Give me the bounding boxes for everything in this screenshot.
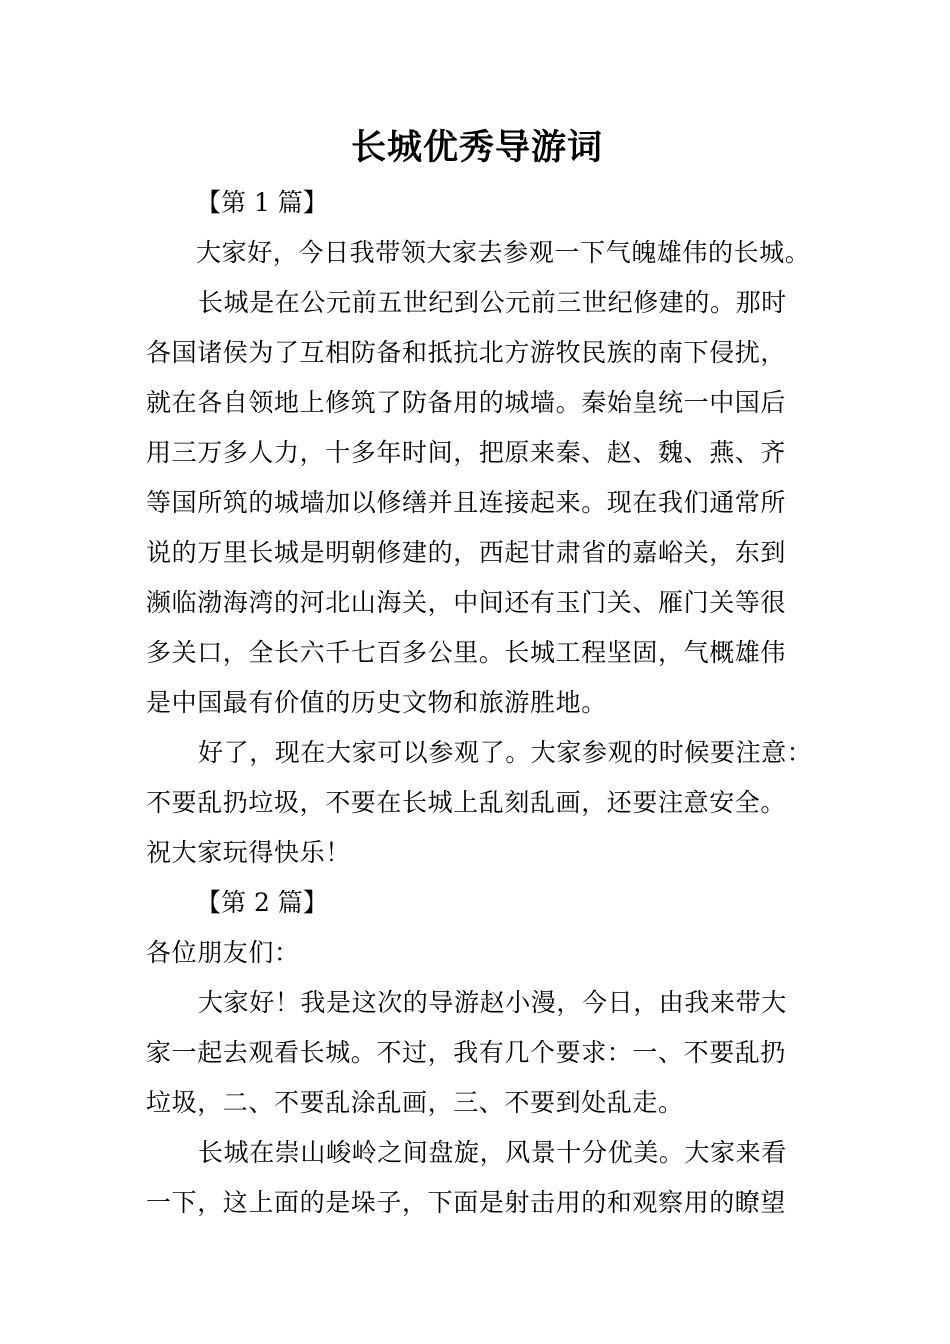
document-page [146, 118, 813, 1228]
paragraph [146, 978, 808, 1128]
text-line: 是中国最有价值的历史文物和旅游胜地。 [146, 688, 607, 717]
section-2 [146, 878, 808, 1228]
document-title: 长城优秀导游词 [350, 128, 603, 168]
text-line: 就在各自领地上修筑了防备用的城墙。秦始皇统一中国后 [146, 388, 787, 417]
text-line: 用三万多人力，十多年时间，把原来秦、赵、魏、燕、齐 [146, 438, 787, 467]
text-line: 多关口，全长六千七百多公里。长城工程坚固，气概雄伟 [146, 638, 787, 667]
text-line: 不要乱扔垃圾，不要在长城上乱刻乱画，还要注意安全。 [146, 788, 787, 817]
text-line: 垃圾，二、不要乱涂乱画，三、不要到处乱走。 [146, 1088, 684, 1117]
text-line: 说的万里长城是明朝修建的，西起甘肃省的嘉峪关，东到 [146, 538, 787, 567]
paragraph [146, 278, 808, 728]
text-line: 各国诸侯为了互相防备和抵抗北方游牧民族的南下侵扰， [146, 338, 787, 367]
text-line: 好了，现在大家可以参观了。大家参观的时候要注意： [198, 738, 813, 767]
text-line: 等国所筑的城墙加以修缮并且连接起来。现在我们通常所 [146, 488, 787, 517]
text-line: 长城是在公元前五世纪到公元前三世纪修建的。那时 [198, 288, 787, 317]
paragraph [146, 228, 811, 278]
text-line: 濒临渤海湾的河北山海关，中间还有玉门关、雁门关等很 [146, 588, 787, 617]
section-1 [146, 178, 813, 878]
salutation [146, 928, 808, 978]
section-heading: 【第 2 篇】 [196, 888, 328, 917]
text-line: 大家好，今日我带领大家去参观一下气魄雄伟的长城。 [196, 238, 811, 267]
text-line: 家一起去观看长城。不过，我有几个要求：一、不要乱扔 [146, 1038, 787, 1067]
text-line: 祝大家玩得快乐！ [146, 838, 351, 867]
text-line: 长城在崇山峻岭之间盘旋，风景十分优美。大家来看 [198, 1138, 787, 1167]
text-line: 各位朋友们： [146, 938, 300, 967]
paragraph [146, 1128, 808, 1228]
text-line: 一下，这上面的是垛子，下面是射击用的和观察用的瞭望 [146, 1188, 787, 1217]
section-heading: 【第 1 篇】 [196, 188, 328, 217]
paragraph [146, 728, 813, 878]
text-line: 大家好！我是这次的导游赵小漫，今日，由我来带大 [198, 988, 787, 1017]
